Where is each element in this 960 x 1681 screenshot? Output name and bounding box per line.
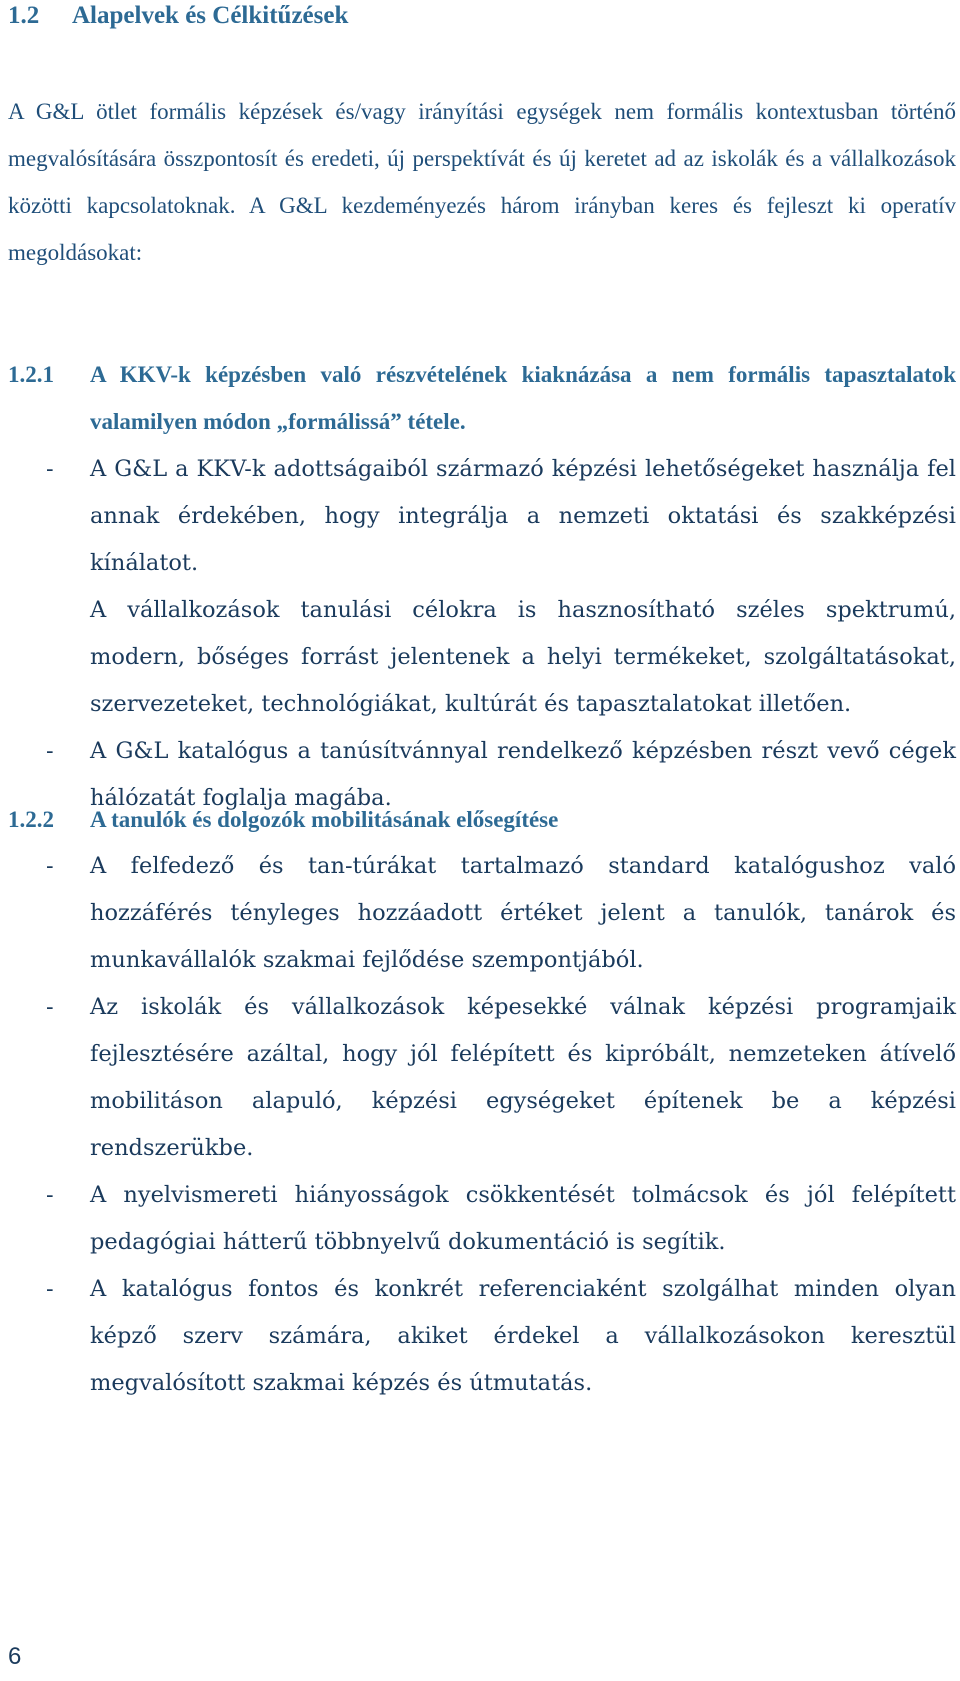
list-dash: - <box>46 738 54 764</box>
subsection-title: A tanulók és dolgozók mobilitásának elősegítése <box>90 807 559 832</box>
list-item-continuation: A vállalkozások tanulási célokra is hasznosítható széles spektrumú, modern, bőséges forrást jelentenek a helyi termékeket, szolgáltatásokat, szervezeteket, technológiákat, kultúrát és tapasztalatokat illetően. <box>90 597 956 717</box>
subsection-title: A KKV-k képzésben való részvételének kiaknázása a nem formális tapasztalatok valamilyen módon „formálissá” tétele. <box>90 362 956 434</box>
list-dash: - <box>46 456 54 482</box>
list-item <box>8 446 956 728</box>
list-dash: - <box>46 1276 54 1302</box>
section-heading <box>8 2 348 30</box>
list-item <box>8 984 956 1172</box>
list-item-text: A G&L a KKV-k adottságaiból származó képzési lehetőségeket használja fel annak érdekében, hogy integrálja a nemzeti oktatási és szakképzési kínálatot. <box>90 456 956 576</box>
list-item <box>8 1266 956 1407</box>
subsection-number: 1.2.2 <box>8 807 54 832</box>
intro-paragraph: A G&L ötlet formális képzések és/vagy irányítási egységek nem formális kontextusban történő megvalósítására összpontosít és eredeti, új perspektívát és új keretet ad az iskolák és a vállalkozások közötti kapcsolatoknak. A G&L kezdeményezés három irányban keres és fejleszt ki operatív megoldásokat: <box>8 99 956 265</box>
list-item <box>8 1172 956 1266</box>
list-dash: - <box>46 1182 54 1208</box>
list-item-text: A nyelvismereti hiányosságok csökkentését tolmácsok és jól felépített pedagógiai hátterű többnyelvű dokumentáció is segítik. <box>90 1182 956 1255</box>
list-item-text: A felfedező és tan-túrákat tartalmazó standard katalógushoz való hozzáférés tényleges hozzáadott értéket jelent a tanulók, tanárok és munkavállalók szakmai fejlődése szempontjából. <box>90 853 956 973</box>
list-item-text: A G&L katalógus a tanúsítvánnyal rendelkező képzésben részt vevő cégek hálózatát foglalja magába. <box>90 738 956 811</box>
list-dash: - <box>46 853 54 879</box>
subsection-number: 1.2.1 <box>8 362 54 387</box>
section-number: 1.2 <box>8 2 40 29</box>
bullet-list-1 <box>8 446 956 822</box>
subsection-heading-2 <box>8 796 956 843</box>
section-title: Alapelvek és Célkitűzések <box>72 2 349 29</box>
list-item-text: Az iskolák és vállalkozások képesekké válnak képzési programjaik fejlesztésére azáltal, hogy jól felépített és kipróbált, nemzeteken átívelő mobilitáson alapuló, képzési egységeket építenek be a képzési rendszerükbe. <box>90 994 956 1161</box>
subsection-heading-1 <box>8 351 956 445</box>
list-dash: - <box>46 994 54 1020</box>
bullet-list-2 <box>8 843 956 1407</box>
page-number: 6 <box>8 1643 22 1670</box>
list-item <box>8 843 956 984</box>
list-item-text: A katalógus fontos és konkrét referenciaként szolgálhat minden olyan képző szerv számára, akiket érdekel a vállalkozásokon keresztül megvalósított szakmai képzés és útmutatás. <box>90 1276 956 1396</box>
